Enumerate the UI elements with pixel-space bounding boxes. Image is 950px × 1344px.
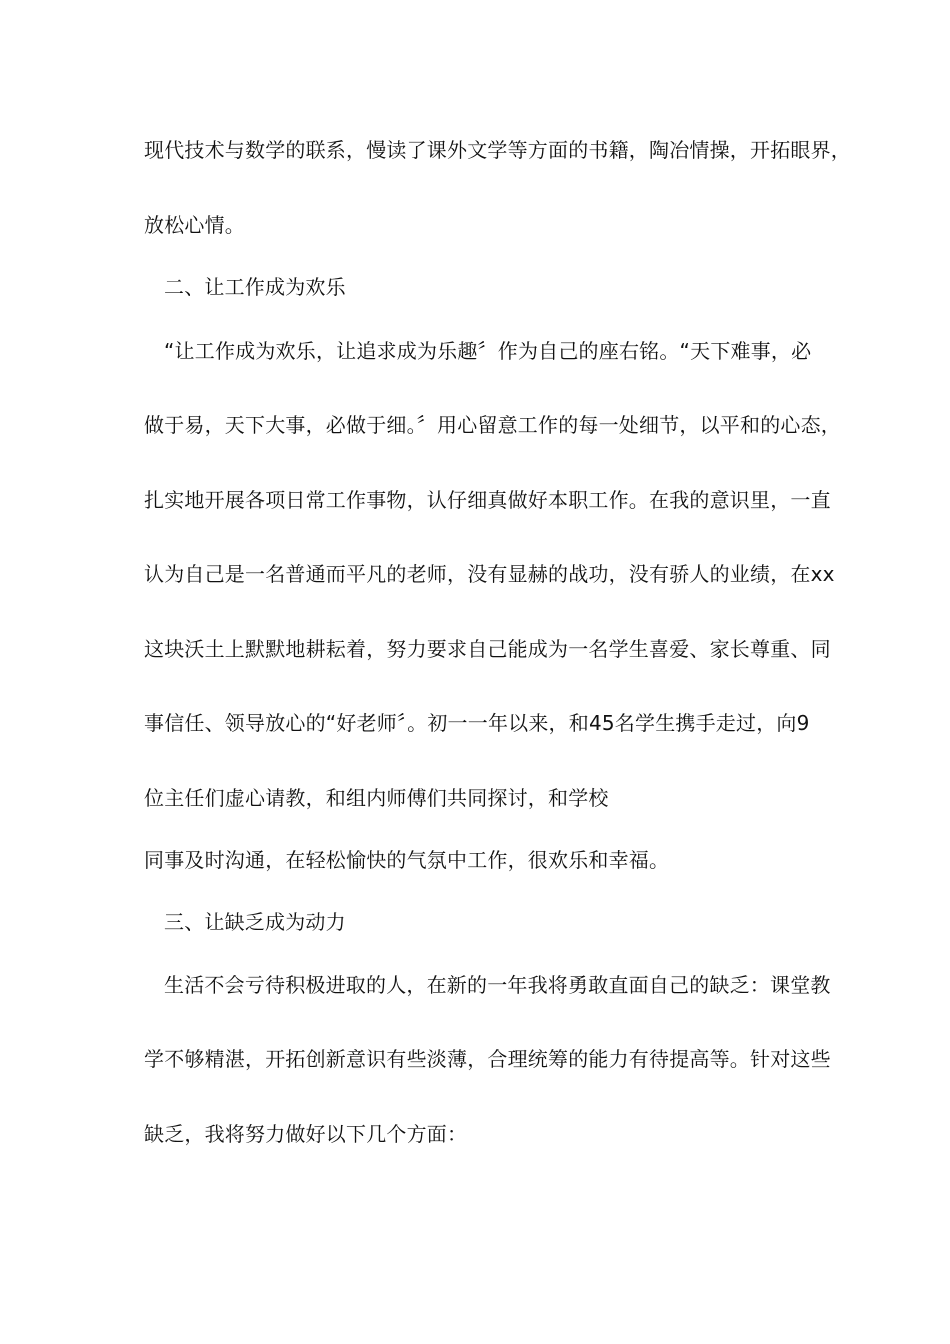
body-text-line: 位主任们虚心请教，和组内师傅们共同探讨，和学校: [144, 786, 609, 810]
body-text-line: 现代技术与数学的联系，慢读了课外文学等方面的书籍，陶冶情操，开拓眼界，: [144, 138, 851, 162]
body-text-line: 同事及时沟通，在轻松愉快的气氛中工作，很欢乐和幸福。: [144, 848, 670, 872]
body-text-line: 认为自己是一名普通而平凡的老师，没有显赫的战功，没有骄人的业绩，在xx: [144, 562, 835, 586]
body-text-line: 放松心情。: [144, 213, 245, 237]
body-text-line: 学不够精湛，开拓创新意识有些淡薄，合理统筹的能力有待提高等。针对这些: [144, 1047, 831, 1071]
body-text-line: “让工作成为欢乐，让追求成为乐趣〞作为自己的座右铭。“天下难事，必: [164, 339, 812, 363]
body-text-line: 事信任、领导放心的“好老师〞。初一一年以来，和45名学生携手走过，向9: [144, 711, 810, 735]
body-text-line: 这块沃土上默默地耕耘着，努力要求自己能成为一名学生喜爱、家长尊重、同: [144, 637, 831, 661]
body-text-line: 扎实地开展各项日常工作事物，认仔细真做好本职工作。在我的意识里，一直: [144, 488, 831, 512]
body-text-line: 缺乏，我将努力做好以下几个方面：: [144, 1122, 468, 1146]
section-heading: 三、让缺乏成为动力: [164, 910, 346, 934]
body-text-line: 生活不会亏待积极进取的人，在新的一年我将勇敢直面自己的缺乏：课堂教: [164, 973, 831, 997]
section-heading: 二、让工作成为欢乐: [164, 275, 346, 299]
body-text-line: 做于易，天下大事，必做于细。〞用心留意工作的每一处细节，以平和的心态，: [144, 413, 841, 437]
